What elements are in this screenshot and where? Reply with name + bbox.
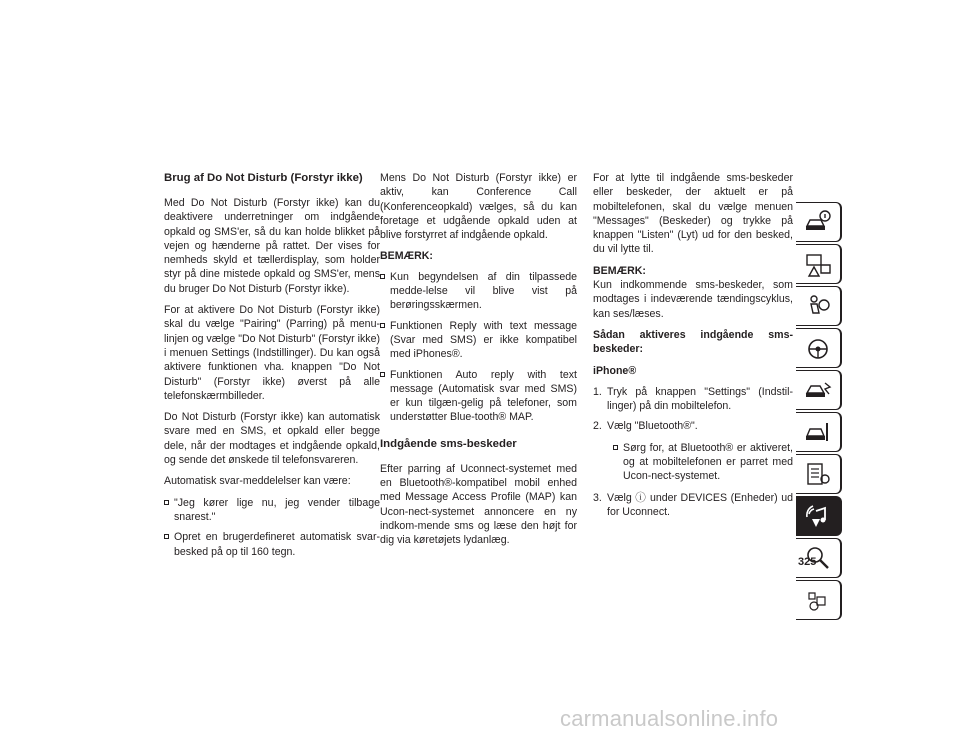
list-item: Opret en brugerdefineret automatisk svar-besked på op til 160 tegn. (164, 530, 380, 559)
list-item: Sørg for, at Bluetooth® er aktiveret, og at mobiltelefonen er parret med Ucon-nect-systemet. (613, 441, 793, 484)
numbered-list (593, 385, 793, 434)
sub-bullet-list (593, 441, 793, 484)
numbered-list (593, 491, 793, 520)
checkbox-bullet-icon (164, 534, 169, 539)
checkbox-bullet-icon (380, 372, 385, 377)
paragraph: Automatisk svar-meddelelser kan være: (164, 475, 351, 488)
list-item: "Jeg kører lige nu, jeg vender tilbage snarest." (164, 496, 380, 525)
tab-emergency[interactable] (796, 370, 842, 410)
section-heading-incoming-sms: Indgående sms-beskeder (380, 437, 517, 450)
warning-message-icon (803, 249, 833, 279)
paragraph: For at aktivere Do Not Disturb (Forstyr ikke) skal du vælge "Pairing" (Parring) på menu-linjen og vælge "Do Not Disturb" (Forstyr ikke) i menuen Settings (Indstillinger). Du kan også aktivere funktionen vha. knappen "Do Not Disturb" (Forstyr ikke) øverst på alle telefonskærmbilleder. (164, 304, 380, 402)
paragraph: Efter parring af Uconnect-systemet med en Bluetooth®-kompatibel mobil enhed med Message Access Profile (MAP) kan Ucon-nect-systemet annoncere en ny indkom-mende sms og læse den højt for dig via køretøjets lydanlæg. (380, 462, 577, 547)
note-label: BEMÆRK: (593, 264, 646, 277)
list-item: 2. Vælg "Bluetooth®". (593, 420, 698, 433)
bullet-list (164, 496, 380, 559)
airbag-icon (803, 291, 833, 321)
section-heading-do-not-disturb: Brug af Do Not Disturb (Forstyr ikke) (164, 172, 363, 184)
checkbox-bullet-icon (613, 445, 618, 450)
checkbox-bullet-icon (164, 500, 169, 505)
list-item: Kun begyndelsen af din tilpassede medde-lelse vil blive vist på berøringsskærmen. (380, 270, 577, 313)
tab-languages[interactable] (796, 580, 842, 620)
paragraph: Med Do Not Disturb (Forstyr ikke) kan du deaktivere underretninger om indgående opkald og SMS'er, så du kan holde blikket på vejen og hænderne på rattet. Der vises for nemheds skyld et tællerdisplay, som holder styr på dine mistede opkald og SMS'er, mens du bruger Do Not Disturb (Forstyr ikke). (164, 197, 380, 295)
paragraph: Mens Do Not Disturb (Forstyr ikke) er aktiv, kan Conference Call (Konferenceopkald) vælges, så du kan foretage et udgående opkald uden at blive forstyrret af indgående opkald. (380, 172, 577, 242)
checkbox-bullet-icon (380, 274, 385, 279)
list-item: 1. Tryk på knappen "Settings" (Indstil-linger) på din mobiltelefon. (593, 385, 793, 413)
checkbox-bullet-icon (380, 323, 385, 328)
tab-driving[interactable] (796, 328, 842, 368)
car-service-icon (803, 417, 833, 447)
multimedia-icon (803, 501, 833, 531)
car-info-icon (803, 207, 833, 237)
column-2 (380, 171, 577, 555)
column-3 (593, 171, 793, 526)
tab-specs[interactable] (796, 454, 842, 494)
watermark: carmanualsonline.info (560, 706, 779, 731)
note-text: Kun indkommende sms-beskeder, som modtages i indeværende tændingscyklus, kan ses/læses. (593, 279, 793, 320)
list-item: 3. Vælg ⓘ under DEVICES (Enheder) ud for Uconnect. (593, 491, 793, 518)
language-index-icon (803, 585, 833, 615)
steering-wheel-icon (803, 333, 833, 363)
device-label: iPhone® (593, 364, 637, 377)
paragraph: For at lytte til indgående sms-beskeder eller beskeder, der aktuelt er på mobiltelefonen, skal du vælge menuen "Messages" (Beskeder) og trykke på knappen "Listen" (Lyt) ud for den besked, du vil lytte til. (593, 172, 793, 256)
bullet-list (380, 270, 577, 425)
specs-list-icon (803, 459, 833, 489)
column-1 (164, 171, 380, 566)
tab-safety[interactable] (796, 286, 842, 326)
paragraph: Do Not Disturb (Forstyr ikke) kan automatisk svare med en SMS, et opkald eller begge dele, når der modtages et indgående opkald, og sende det ønskede til telefonsvareren. (164, 411, 380, 467)
subheading: Sådan aktiveres indgående sms-beskeder: (593, 328, 793, 356)
tab-warning-messages[interactable] (796, 244, 842, 284)
car-crash-icon (803, 375, 833, 405)
tab-service[interactable] (796, 412, 842, 452)
list-item: Funktionen Reply with text message (Svar med SMS) er ikke kompatibel med iPhones®. (380, 319, 577, 362)
tab-car-info[interactable] (796, 202, 842, 242)
list-item: Funktionen Auto reply with text message (Automatisk svar med SMS) er kun tilgæn-gelig på telefoner, som understøtter Blue-tooth® MAP. (380, 368, 577, 425)
note-label: BEMÆRK: (380, 250, 433, 263)
tab-multimedia[interactable] (796, 496, 842, 536)
page-number: 325 (798, 556, 817, 568)
